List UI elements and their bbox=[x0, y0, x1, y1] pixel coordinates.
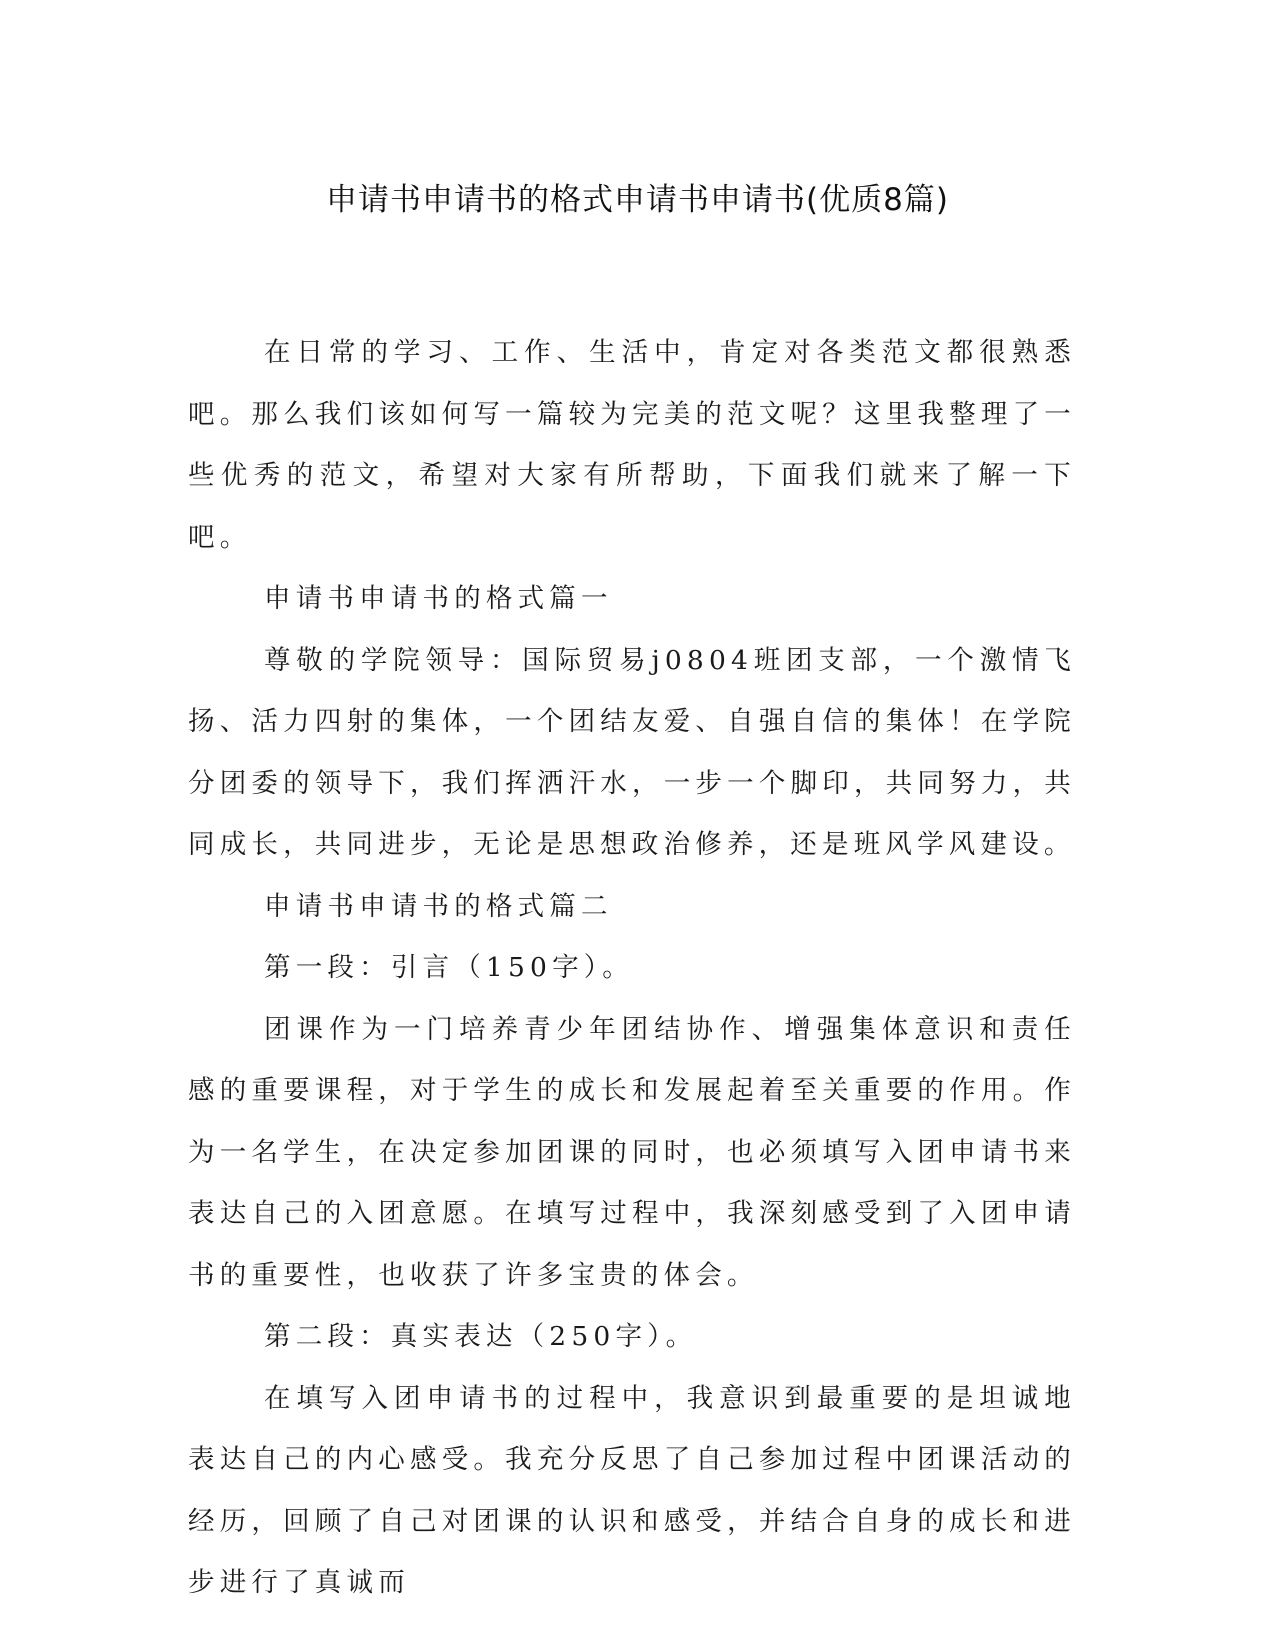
intro-paragraph: 在日常的学习、工作、生活中，肯定对各类范文都很熟悉吧。那么我们该如何写一篇较为完美的范文呢？这里我整理了一些优秀的范文，希望对大家有所帮助，下面我们就来了解一下吧。 bbox=[188, 337, 1076, 553]
subsection-heading-1: 第一段：引言（150字）。 bbox=[264, 952, 634, 983]
section-heading-1: 申请书申请书的格式篇一 bbox=[264, 583, 613, 614]
section-1-paragraph: 尊敬的学院领导：国际贸易j0804班团支部，一个激情飞扬、活力四射的集体，一个团结友爱、自强自信的集体！在学院分团委的领导下，我们挥洒汗水，一步一个脚印，共同努力，共同成长，共同进步，无论是思想政治修养，还是班风学风建设。 bbox=[188, 644, 1076, 860]
section-2-paragraph-1: 团课作为一门培养青少年团结协作、增强集体意识和责任感的重要课程，对于学生的成长和发展起着至关重要的作用。作为一名学生，在决定参加团课的同时，也必须填写入团申请书来表达自己的入团意愿。在填写过程中，我深刻感受到了入团申请书的重要性，也收获了许多宝贵的体会。 bbox=[188, 1013, 1076, 1291]
subsection-heading-2: 第二段：真实表达（250字）。 bbox=[264, 1321, 698, 1352]
section-2-paragraph-2: 在填写入团申请书的过程中，我意识到最重要的是坦诚地表达自己的内心感受。我充分反思了自己参加过程中团课活动的经历，回顾了自己对团课的认识和感受，并结合自身的成长和进步进行了真诚而 bbox=[188, 1382, 1076, 1598]
section-heading-2: 申请书申请书的格式篇二 bbox=[264, 890, 613, 922]
document-body bbox=[188, 322, 1076, 1614]
document-title: 申请书申请书的格式申请书申请书(优质8篇) bbox=[326, 182, 949, 218]
